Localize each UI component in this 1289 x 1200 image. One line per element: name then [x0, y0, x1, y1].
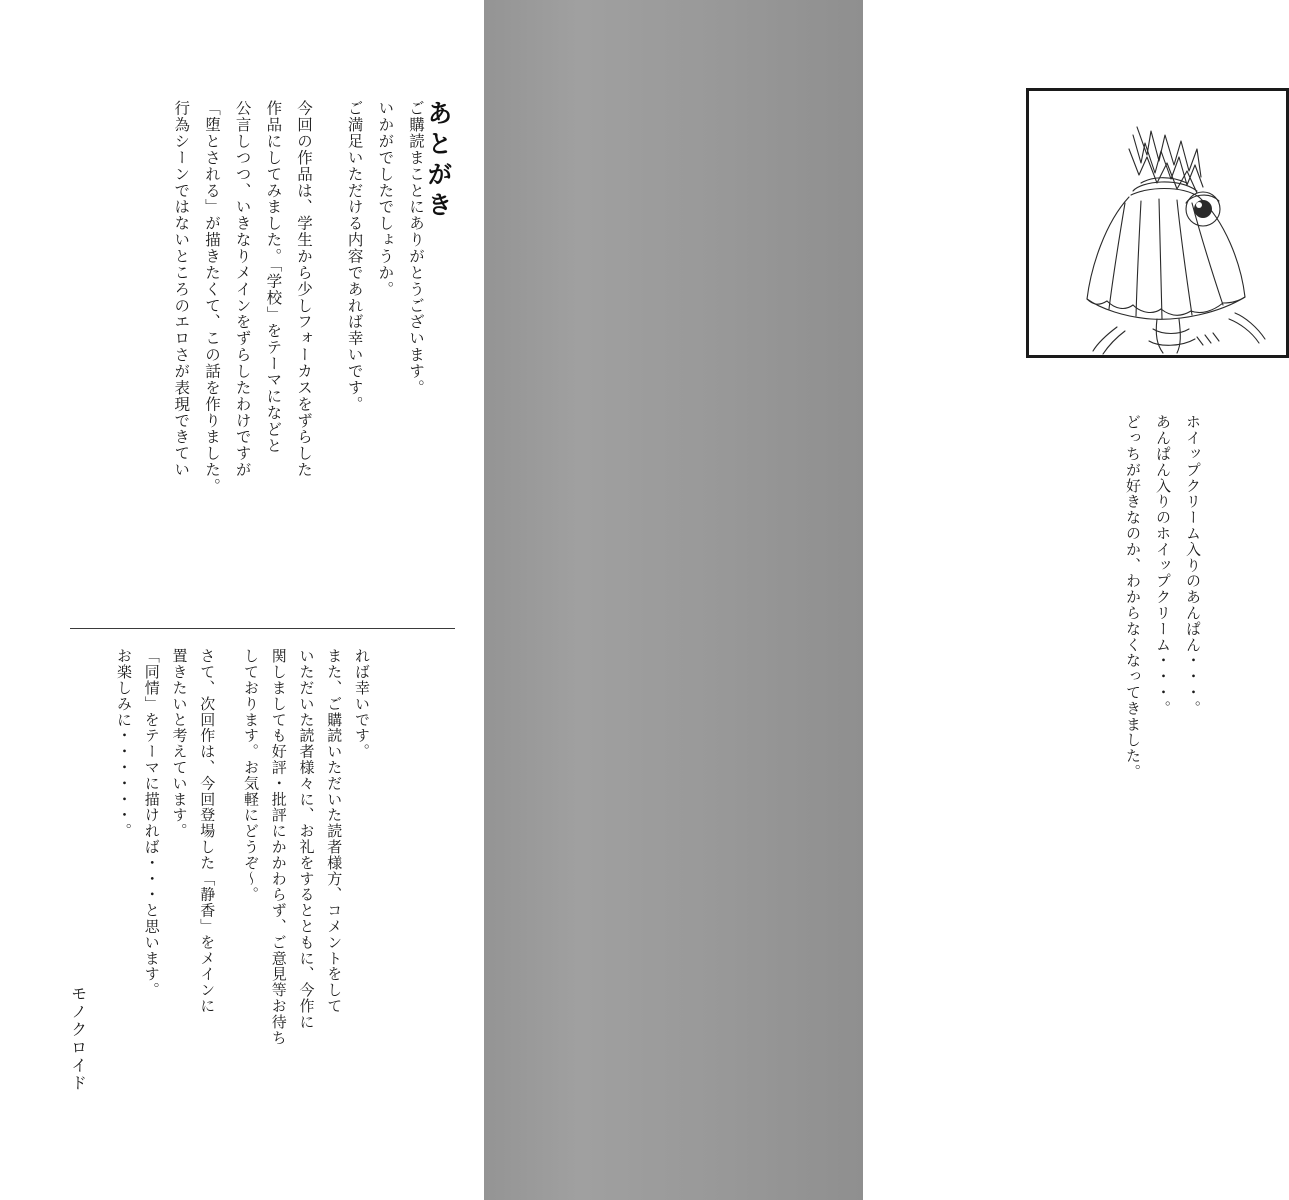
comment-line: あんぱん入りのホイップクリーム・・・。 — [1154, 414, 1170, 717]
afterword-line: 「堕とされる」が描きたくて、この話を作りました。 — [202, 100, 220, 495]
afterword-line: 作品にしてみました。「学校」をテーマになどと — [264, 100, 282, 454]
left-text-area — [0, 0, 484, 1200]
afterword-line: いかがでしたでしょうか。 — [376, 100, 394, 298]
afterword-spacer — [219, 648, 235, 1138]
afterword-line: 関しましても好評・批評にかかわらず、ご意見等お待ち — [269, 648, 286, 1046]
afterword-line: 今回の作品は、学生から少しフォーカスをずらした — [294, 100, 312, 478]
afterword-line: れば幸いです。 — [353, 648, 369, 760]
afterword-line: また、ご購読いただいた読者様方、コメントをして — [325, 648, 342, 1014]
comment-line: ホイップクリーム入りのあんぱん・・・。 — [1184, 414, 1200, 717]
line-art-illustration — [1029, 91, 1286, 355]
illustration-frame — [1026, 88, 1289, 358]
afterword-line: ご満足いただける内容であれば幸いです。 — [345, 100, 363, 413]
afterword-top-block — [164, 100, 429, 570]
afterword-line: お楽しみに・・・・・・。 — [115, 648, 131, 839]
afterword-line: 公言しつつ、いきなりメインをずらしたわけですが — [233, 100, 251, 478]
comment-textbox — [1090, 394, 1217, 950]
afterword-bottom-block — [108, 648, 374, 1138]
afterword-line: 行為シーンではないところのエロさが表現できてい — [172, 100, 190, 478]
afterword-line: 置きたいと考えています。 — [170, 648, 187, 839]
author-signature: モノクロイド — [68, 985, 86, 1093]
afterword-line: 「同情」をテーマに描ければ・・・と思います。 — [142, 648, 159, 998]
afterword-line: いただいた読者様々に、お礼をするとともに、今作に — [297, 648, 314, 1030]
afterword-line: ご購読まことにありがとうございます。 — [407, 100, 424, 396]
comment-line: どっちが好きなのか、わからなくなってきました。 — [1124, 414, 1140, 780]
right-gray-panel — [484, 0, 1200, 1200]
afterword-line: しております。お気軽にどうぞ〜。 — [242, 648, 258, 903]
page-title: あとがき — [424, 100, 451, 222]
section-divider — [70, 628, 455, 629]
afterword-line: さて、次回作は、今回登場した「静香」をメインに — [198, 648, 215, 1014]
afterword-spacer — [319, 100, 337, 570]
